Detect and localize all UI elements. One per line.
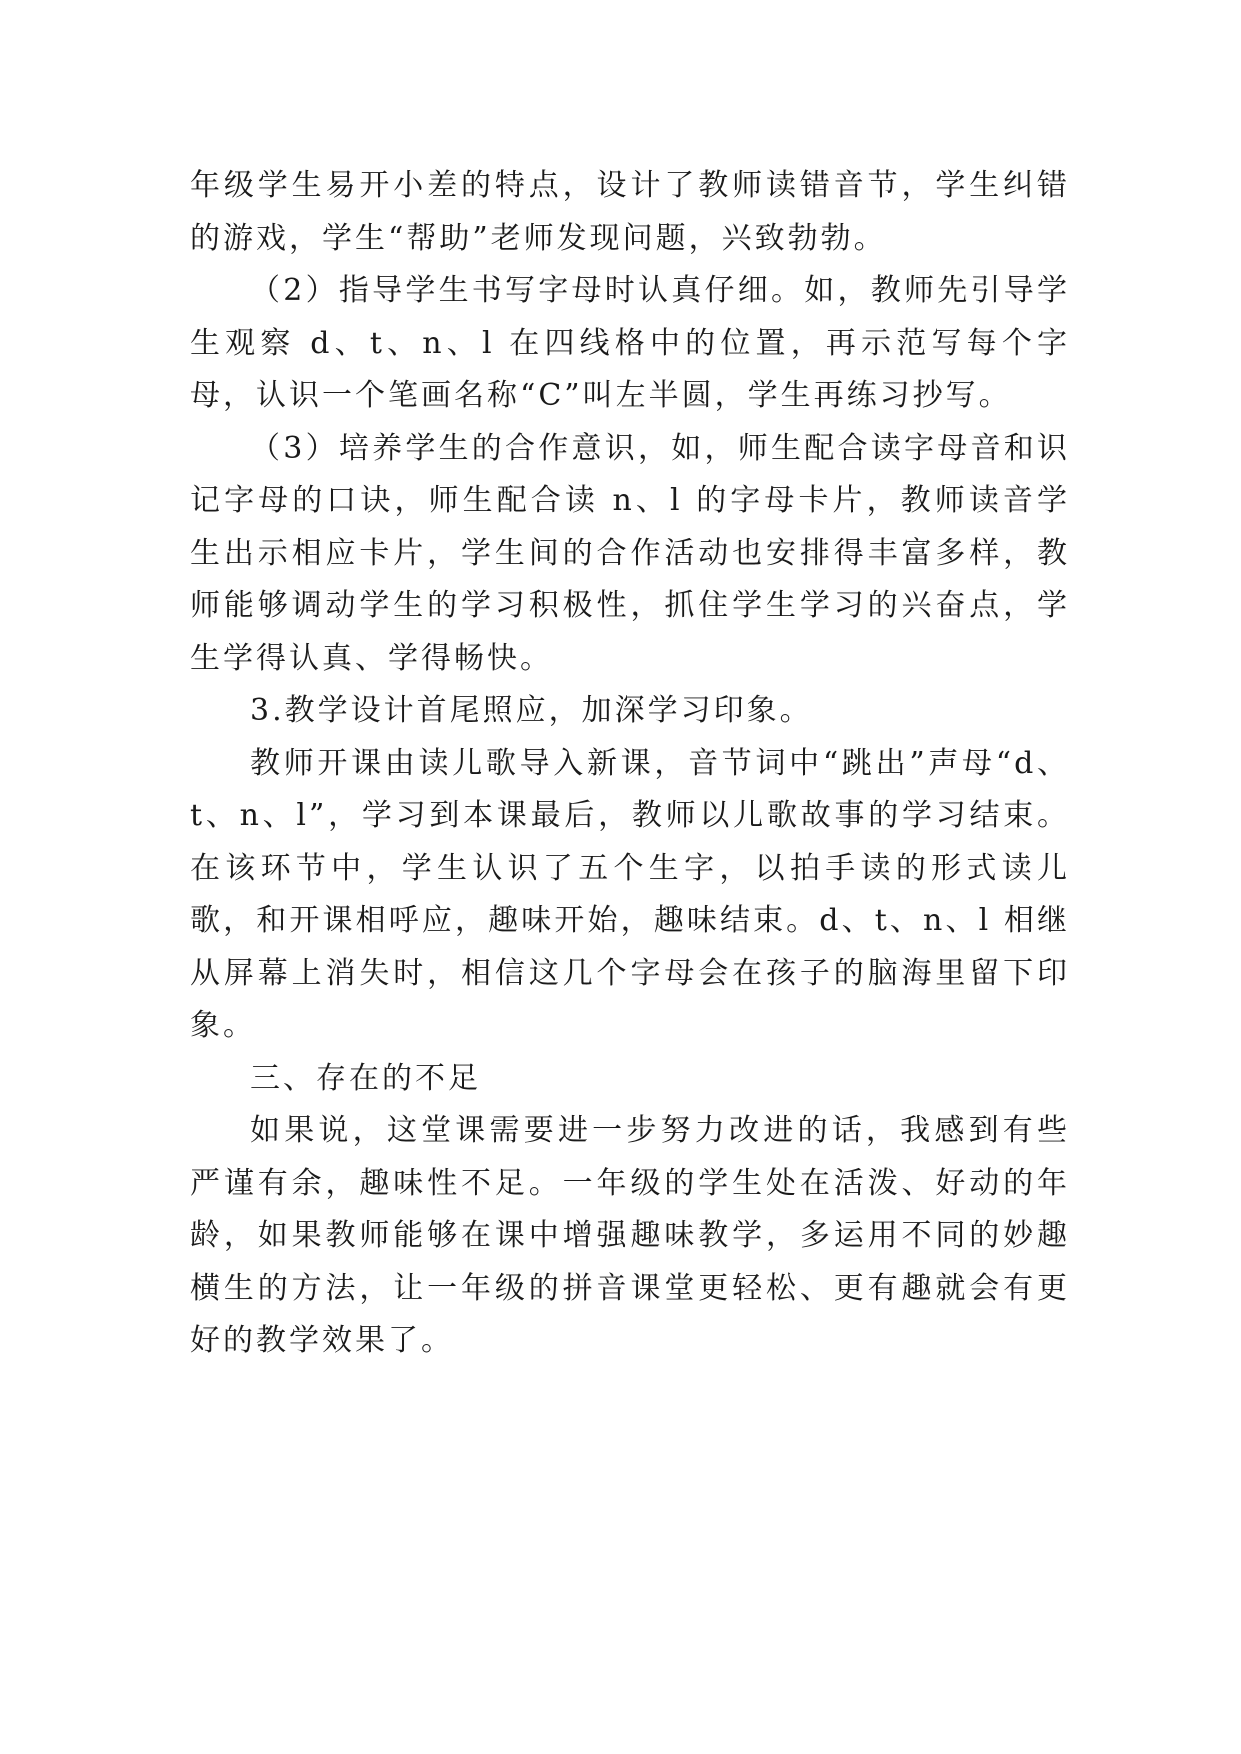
section-heading-shortcomings: 三、存在的不足 <box>250 1060 481 1096</box>
document-body <box>190 160 1070 1368</box>
paragraph-point-2: （2）指导学生书写字母时认真仔细。如，教师先引导学生观察 d、t、n、l 在四线格中的位置，再示范写每个字母，认识一个笔画名称“C”叫左半圆，学生再练习抄写。 <box>190 273 1070 413</box>
paragraph-shortcomings: 如果说，这堂课需要进一步努力改进的话，我感到有些严谨有余，趣味性不足。一年级的学生处在活泼、好动的年龄，如果教师能够在课中增强趣味教学，多运用不同的妙趣横生的方法，让一年级的拼音课堂更轻松、更有趣就会有更好的教学效果了。 <box>190 1113 1070 1358</box>
section-heading-3: 3.教学设计首尾照应，加深学习印象。 <box>250 693 813 728</box>
paragraph-continued: 年级学生易开小差的特点，设计了教师读错音节，学生纠错的游戏，学生“帮助”老师发现问题，兴致勃勃。 <box>190 168 1070 256</box>
paragraph-point-3: （3）培养学生的合作意识，如，师生配合读字母音和识记字母的口诀，师生配合读 n、l 的字母卡片，教师读音学生出示相应卡片，学生间的合作活动也安排得丰富多样，教师能够调动学生的学习积极性，抓住学生学习的兴奋点，学生学得认真、学得畅快。 <box>190 430 1070 676</box>
paragraph-design-echo: 教师开课由读儿歌导入新课，音节词中“跳出”声母“d、t、n、l”，学习到本课最后，教师以儿歌故事的学习结束。在该环节中，学生认识了五个生字，以拍手读的形式读儿歌，和开课相呼应，趣味开始，趣味结束。d、t、n、l 相继从屏幕上消失时，相信这几个字母会在孩子的脑海里留下印象。 <box>190 745 1070 1043</box>
